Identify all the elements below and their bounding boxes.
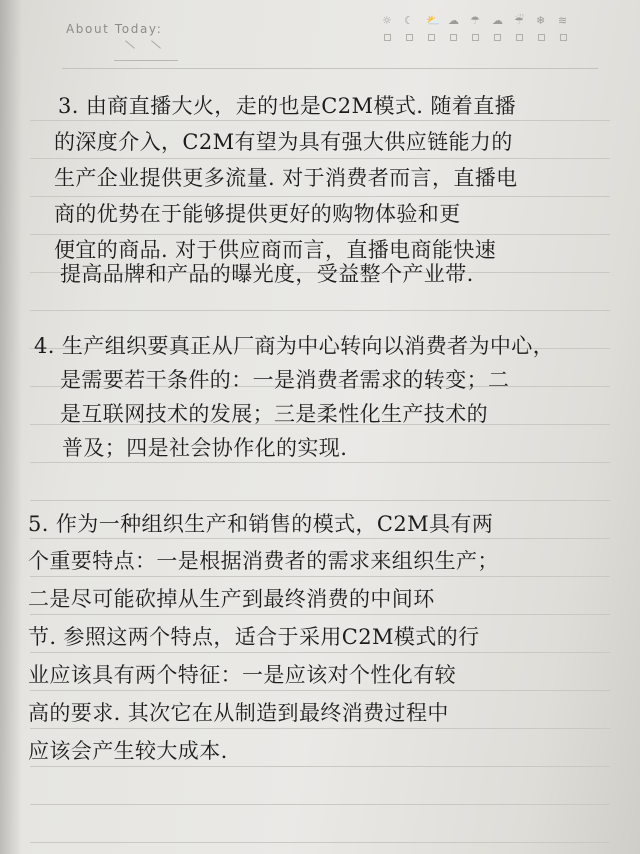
handwritten-line: 提高品牌和产品的曝光度，受益整个产业带. bbox=[60, 262, 474, 286]
rain-cloud-icon: ☂ bbox=[470, 14, 480, 27]
ruled-line bbox=[30, 766, 610, 767]
showers-icon: ☔ bbox=[514, 14, 524, 27]
moon-icon: ☾ bbox=[404, 14, 414, 27]
handwritten-line: 生产企业提供更多流量. 对于消费者而言，直播电 bbox=[54, 166, 518, 190]
ruled-line bbox=[30, 158, 610, 159]
wind-icon: ≋ bbox=[558, 14, 568, 27]
sun-icon: ☼ bbox=[382, 14, 392, 27]
weather-checkbox[interactable] bbox=[538, 34, 545, 41]
cloud-icon: ☁ bbox=[448, 14, 459, 27]
ruled-line bbox=[30, 842, 610, 843]
partly-cloudy-icon: ⛅ bbox=[426, 14, 440, 27]
ruled-line bbox=[30, 310, 610, 311]
about-today-label: About Today: bbox=[66, 22, 163, 36]
weather-checkbox[interactable] bbox=[494, 34, 501, 41]
ruled-line bbox=[30, 576, 610, 577]
date-underline bbox=[114, 60, 178, 61]
date-slash bbox=[125, 40, 135, 48]
binding-shadow bbox=[0, 0, 22, 854]
weather-checkbox[interactable] bbox=[428, 34, 435, 41]
weather-checkbox[interactable] bbox=[406, 34, 413, 41]
handwritten-line: 的深度介入，C2M有望为具有强大供应链能力的 bbox=[54, 130, 513, 154]
handwritten-line: 节. 参照这两个特点，适合于采用C2M模式的行 bbox=[28, 625, 480, 649]
weather-checkbox[interactable] bbox=[472, 34, 479, 41]
drizzle-icon: ☁ bbox=[492, 14, 503, 27]
ruled-line bbox=[30, 614, 610, 615]
ruled-line bbox=[30, 690, 610, 691]
handwritten-line: 个重要特点：一是根据消费者的需求来组织生产； bbox=[28, 549, 499, 573]
handwritten-line: 是需要若干条件的：一是消费者需求的转变；二 bbox=[60, 368, 510, 392]
handwritten-line: 高的要求. 其次它在从制造到最终消费过程中 bbox=[28, 701, 449, 725]
ruled-line bbox=[30, 728, 610, 729]
handwritten-line: 3. 由商直播大火，走的也是C2M模式. 随着直播 bbox=[58, 94, 516, 118]
weather-checkbox[interactable] bbox=[560, 34, 567, 41]
ruled-line bbox=[30, 500, 610, 501]
handwritten-line: 商的优势在于能够提供更好的购物体验和更 bbox=[54, 202, 461, 226]
weather-checkbox[interactable] bbox=[450, 34, 457, 41]
ruled-line bbox=[30, 538, 610, 539]
weather-checkbox[interactable] bbox=[516, 34, 523, 41]
handwritten-line: 5. 作为一种组织生产和销售的模式，C2M具有两 bbox=[28, 512, 494, 536]
handwritten-line: 应该会产生较大成本. bbox=[28, 739, 228, 763]
weather-icon-row bbox=[382, 14, 582, 54]
handwritten-line: 便宜的商品. 对于供应商而言，直播电商能快速 bbox=[54, 238, 497, 262]
ruled-line bbox=[30, 120, 610, 121]
header-divider bbox=[62, 68, 598, 69]
handwritten-line: 普及；四是社会协作化的实现. bbox=[62, 436, 348, 460]
weather-checkbox[interactable] bbox=[384, 34, 391, 41]
ruled-line bbox=[30, 804, 610, 805]
handwritten-line: 4. 生产组织要真正从厂商为中心转向以消费者为中心， bbox=[34, 334, 555, 358]
snow-icon: ❄ bbox=[536, 14, 546, 27]
ruled-line bbox=[30, 462, 610, 463]
date-slash bbox=[151, 40, 161, 48]
ruled-line bbox=[30, 196, 610, 197]
handwritten-line: 是互联网技术的发展；三是柔性化生产技术的 bbox=[60, 402, 488, 426]
handwritten-line: 二是尽可能砍掉从生产到最终消费的中间环 bbox=[28, 587, 435, 611]
ruled-line bbox=[30, 652, 610, 653]
handwritten-line: 业应该具有两个特征：一是应该对个性化有较 bbox=[28, 663, 456, 687]
